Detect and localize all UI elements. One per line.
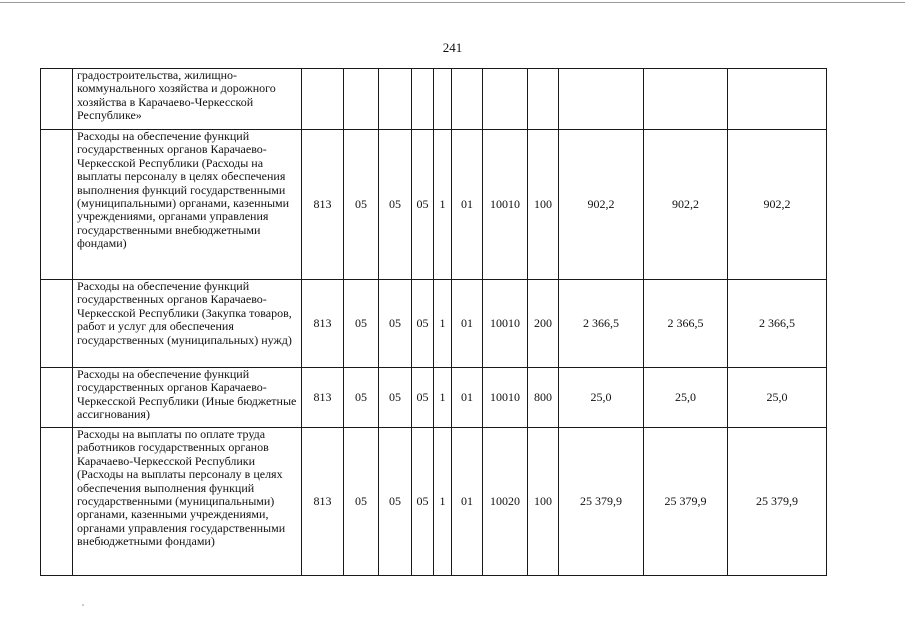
table-row	[41, 280, 827, 368]
amount-cell-3	[728, 69, 827, 130]
expense-type-cell: 100	[528, 130, 559, 280]
description-cell: градостроительства, жилищно-коммунального хозяйства и дорожного хозяйства в Карачаево-Черкесской Республике»	[73, 69, 302, 130]
amount-cell-3: 25,0	[728, 368, 827, 428]
ministry-code-cell: 813	[302, 368, 344, 428]
description-cell: Расходы на выплаты по оплате труда работников государственных органов Карачаево-Черкесской Республики (Расходы на выплаты персоналу в целях обеспечения выполнения функций государственными (муниципальными) органами, казенными учреждениями, органами управления государственными внебюджетными фондами)	[73, 428, 302, 576]
table-row	[41, 69, 827, 130]
amount-cell-2: 2 366,5	[644, 280, 728, 368]
amount-cell-2: 25,0	[644, 368, 728, 428]
subprogram-code-cell: 1	[434, 368, 452, 428]
row-number-cell	[41, 130, 73, 280]
budget-table	[40, 68, 827, 576]
section-cell: 05	[344, 130, 379, 280]
section-cell: 05	[344, 428, 379, 576]
ministry-code-cell: 813	[302, 280, 344, 368]
direction-code-cell: 10020	[483, 428, 528, 576]
description-cell: Расходы на обеспечение функций государственных органов Карачаево-Черкесской Республики (Закупка товаров, работ и услуг для обеспечения государственных (муниципальных) нужд)	[73, 280, 302, 368]
direction-code-cell	[483, 69, 528, 130]
row-number-cell	[41, 368, 73, 428]
amount-cell-3: 2 366,5	[728, 280, 827, 368]
direction-code-cell: 10010	[483, 280, 528, 368]
expense-type-cell: 800	[528, 368, 559, 428]
program-code-cell: 05	[412, 280, 434, 368]
amount-cell-1: 902,2	[559, 130, 644, 280]
subsection-cell: 05	[379, 368, 412, 428]
page-number: 241	[442, 40, 463, 55]
program-code-cell: 05	[412, 428, 434, 576]
subsection-cell: 05	[379, 428, 412, 576]
ministry-code-cell: 813	[302, 428, 344, 576]
amount-cell-3: 902,2	[728, 130, 827, 280]
ministry-code-cell: 813	[302, 130, 344, 280]
activity-code-cell: 01	[452, 280, 483, 368]
amount-cell-2: 902,2	[644, 130, 728, 280]
table-row	[41, 428, 827, 576]
subsection-cell: 05	[379, 280, 412, 368]
section-cell: 05	[344, 280, 379, 368]
scan-top-border	[0, 2, 905, 3]
direction-code-cell: 10010	[483, 130, 528, 280]
description-cell: Расходы на обеспечение функций государственных органов Карачаево-Черкесской Республики (Иные бюджетные ассигнования)	[73, 368, 302, 428]
subprogram-code-cell: 1	[434, 280, 452, 368]
activity-code-cell	[452, 69, 483, 130]
table-row	[41, 368, 827, 428]
row-number-cell	[41, 428, 73, 576]
subsection-cell: 05	[379, 130, 412, 280]
program-code-cell: 05	[412, 130, 434, 280]
amount-cell-2	[644, 69, 728, 130]
table-row	[41, 130, 827, 280]
subprogram-code-cell: 1	[434, 428, 452, 576]
section-cell	[344, 69, 379, 130]
amount-cell-2: 25 379,9	[644, 428, 728, 576]
subprogram-code-cell	[434, 69, 452, 130]
ministry-code-cell	[302, 69, 344, 130]
activity-code-cell: 01	[452, 428, 483, 576]
amount-cell-3: 25 379,9	[728, 428, 827, 576]
program-code-cell	[412, 69, 434, 130]
row-number-cell	[41, 69, 73, 130]
amount-cell-1: 25,0	[559, 368, 644, 428]
program-code-cell: 05	[412, 368, 434, 428]
scan-speck	[82, 604, 84, 606]
subprogram-code-cell: 1	[434, 130, 452, 280]
amount-cell-1: 25 379,9	[559, 428, 644, 576]
description-cell: Расходы на обеспечение функций государственных органов Карачаево-Черкесской Республики (Расходы на выплаты персоналу в целях обеспечения выполнения функций государственными (муниципальными) органами, казенными учреждениями, органами управления государственными внебюджетными фондами)	[73, 130, 302, 280]
section-cell: 05	[344, 368, 379, 428]
subsection-cell	[379, 69, 412, 130]
amount-cell-1	[559, 69, 644, 130]
activity-code-cell: 01	[452, 130, 483, 280]
direction-code-cell: 10010	[483, 368, 528, 428]
expense-type-cell: 100	[528, 428, 559, 576]
table-body	[41, 69, 827, 576]
row-number-cell	[41, 280, 73, 368]
activity-code-cell: 01	[452, 368, 483, 428]
expense-type-cell	[528, 69, 559, 130]
amount-cell-1: 2 366,5	[559, 280, 644, 368]
expense-type-cell: 200	[528, 280, 559, 368]
